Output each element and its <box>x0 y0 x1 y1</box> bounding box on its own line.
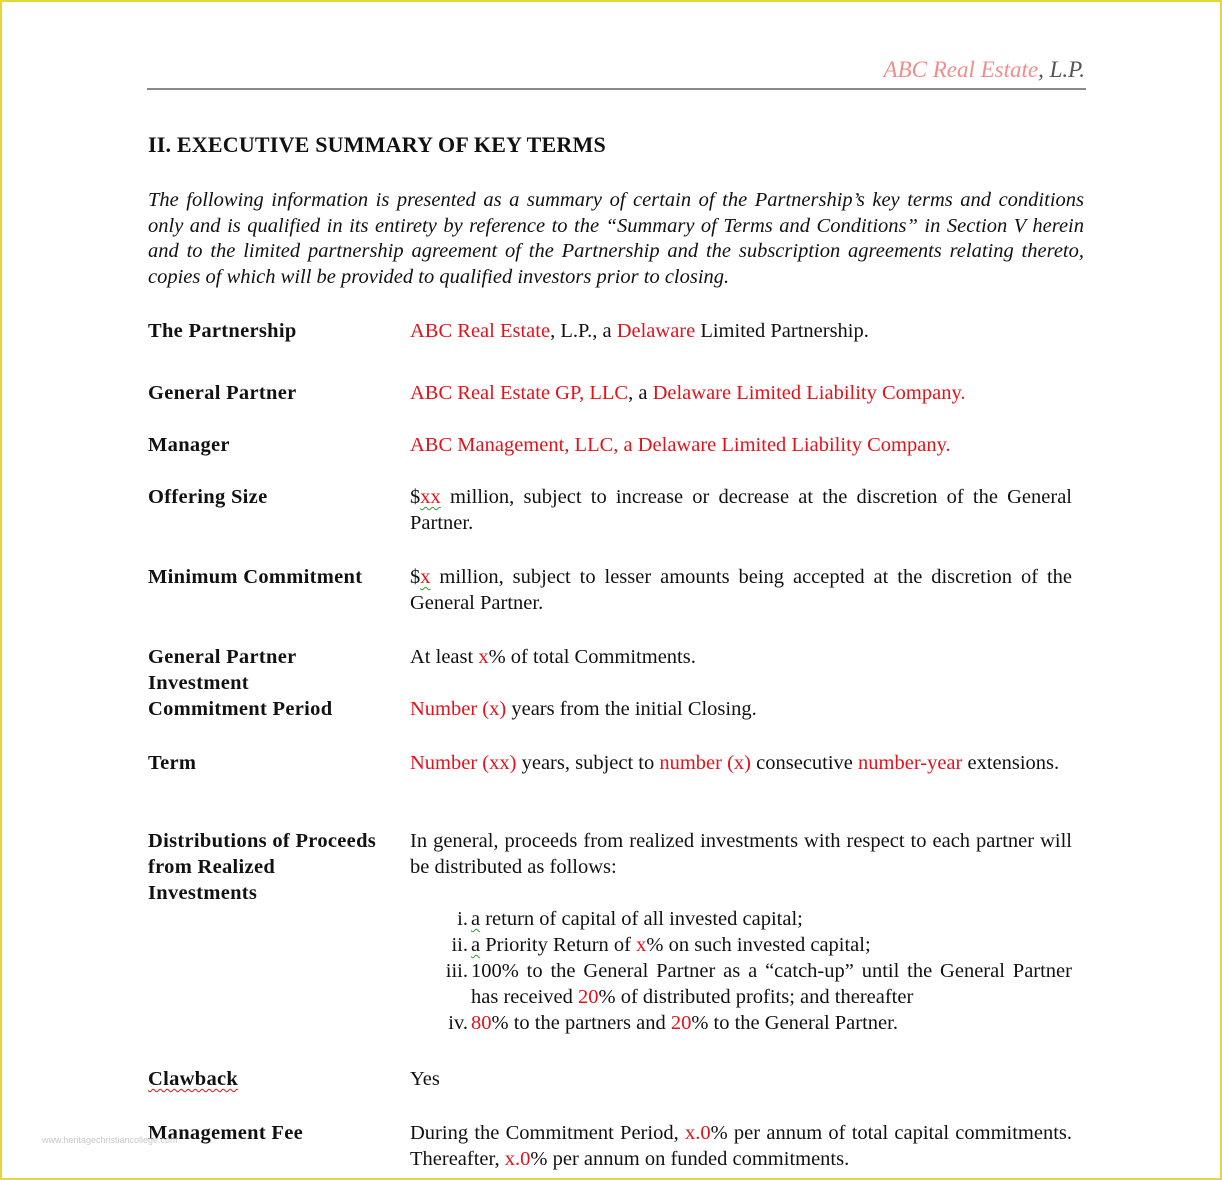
cp-text: years from the initial Closing. <box>506 698 757 720</box>
header-rule <box>147 88 1086 90</box>
fee-rate1: x.0 <box>684 1122 711 1144</box>
item-pct: 20 <box>578 986 599 1008</box>
gpi-pre: At least <box>410 646 479 668</box>
gp-entity: Delaware Limited Liability Company. <box>652 382 966 404</box>
min-text: million, subject to lesser amounts being accepted at the discretion of the General Partner. <box>410 566 1072 614</box>
gpi-post: % of total Commitments. <box>488 646 696 668</box>
label-minimum-commitment: Minimum Commitment <box>148 566 363 588</box>
watermark: www.heritagechristiancollege.com <box>42 1135 178 1145</box>
list-item-text <box>471 958 1072 1010</box>
header-company: ABC Real Estate <box>883 57 1039 82</box>
list-item-text <box>471 906 1072 932</box>
value-gp-investment <box>410 644 1072 670</box>
value-general-partner <box>410 380 1072 406</box>
value-distributions: In general, proceeds from realized investments with respect to each partner will be distributed as follows: <box>410 830 1072 878</box>
fee-rate2: x.0 <box>504 1148 531 1170</box>
label-commitment-period: Commitment Period <box>148 698 333 720</box>
value-term <box>410 750 1072 776</box>
offering-amount: xx <box>420 486 441 508</box>
offering-prefix: $ <box>410 486 421 508</box>
value-commitment-period <box>410 696 1072 722</box>
partnership-state: Delaware <box>616 320 696 342</box>
article-a: a <box>471 934 481 956</box>
partnership-mid: , L.P., a <box>550 320 617 342</box>
fee-post: % per annum on funded commitments. <box>530 1148 850 1170</box>
list-item-number: i. <box>457 908 468 930</box>
list-item-text <box>471 1010 1072 1036</box>
list-item-number: ii. <box>451 934 468 956</box>
intro-paragraph: The following information is presented as a summary of certain of the Partnership’s key terms and conditions only and is qualified in its entirety by reference to the “Summary of Terms and Conditions” in Section V herein and to the limited partnership agreement of the Partnership and the subscription agreements relating thereto, copies of which will be provided to qualified investors prior to closing. <box>148 189 1084 288</box>
partnership-name: ABC Real Estate <box>410 320 551 342</box>
list-item-number: iii. <box>445 960 468 982</box>
term-num3: number-year <box>858 752 963 774</box>
gp-mid: , a <box>628 382 653 404</box>
label-manager: Manager <box>148 434 230 456</box>
header-suffix: , L.P. <box>1038 57 1085 82</box>
item-pct1: 80 <box>471 1012 492 1034</box>
fee-pre: During the Commitment Period, <box>410 1122 685 1144</box>
min-prefix: $ <box>410 566 421 588</box>
value-clawback: Yes <box>410 1068 440 1090</box>
partnership-tail: Limited Partnership. <box>695 320 869 342</box>
value-management-fee <box>410 1120 1072 1172</box>
item-pre: Priority Return of <box>480 934 637 956</box>
item-pct2: 20 <box>670 1012 692 1034</box>
label-term: Term <box>148 752 197 774</box>
label-distributions: Distributions of Proceeds from Realized Investments <box>148 830 377 904</box>
gpi-pct: x <box>478 646 489 668</box>
min-amount: x <box>420 566 431 588</box>
item-pre: 100% to the General Partner as a “catch-up” until the General Partner has received <box>471 960 1072 1008</box>
label-general-partner: General Partner <box>148 382 297 404</box>
term-mid2: consecutive <box>751 752 859 774</box>
offering-text: million, subject to increase or decrease at the discretion of the General Partner. <box>410 486 1072 534</box>
item-text: return of capital of all invested capital; <box>480 908 803 930</box>
value-partnership <box>410 318 1072 344</box>
label-management-fee: Management Fee <box>148 1122 304 1144</box>
item-mid: % to the partners and <box>491 1012 671 1034</box>
cp-num: Number (x) <box>410 698 507 720</box>
item-pct: x <box>636 934 647 956</box>
value-offering-size <box>410 484 1072 536</box>
item-post: % to the General Partner. <box>691 1012 898 1034</box>
article-a: a <box>471 908 481 930</box>
value-minimum-commitment <box>410 564 1072 616</box>
term-num2: number (x) <box>659 752 752 774</box>
label-clawback <box>148 1066 398 1092</box>
gp-name: ABC Real Estate GP, LLC <box>410 382 629 404</box>
fee-mid: % per annum of total capital commitments. Thereafter, <box>410 1122 1073 1170</box>
list-item-text <box>471 932 1072 958</box>
list-item-number: iv. <box>448 1012 468 1034</box>
clawback-text: Clawback <box>148 1068 239 1090</box>
section-title: II. EXECUTIVE SUMMARY OF KEY TERMS <box>148 132 606 157</box>
label-partnership: The Partnership <box>148 320 297 342</box>
label-gp-investment: General Partner Investment <box>148 646 297 694</box>
term-tail: extensions. <box>962 752 1060 774</box>
term-num1: Number (xx) <box>410 752 517 774</box>
value-manager: ABC Management, LLC, a Delaware Limited Liability Company. <box>410 434 951 456</box>
item-post: % of distributed profits; and thereafter <box>598 986 914 1008</box>
item-post: % on such invested capital; <box>646 934 871 956</box>
term-mid1: years, subject to <box>516 752 660 774</box>
label-offering-size: Offering Size <box>148 486 268 508</box>
page-header <box>147 57 1085 83</box>
